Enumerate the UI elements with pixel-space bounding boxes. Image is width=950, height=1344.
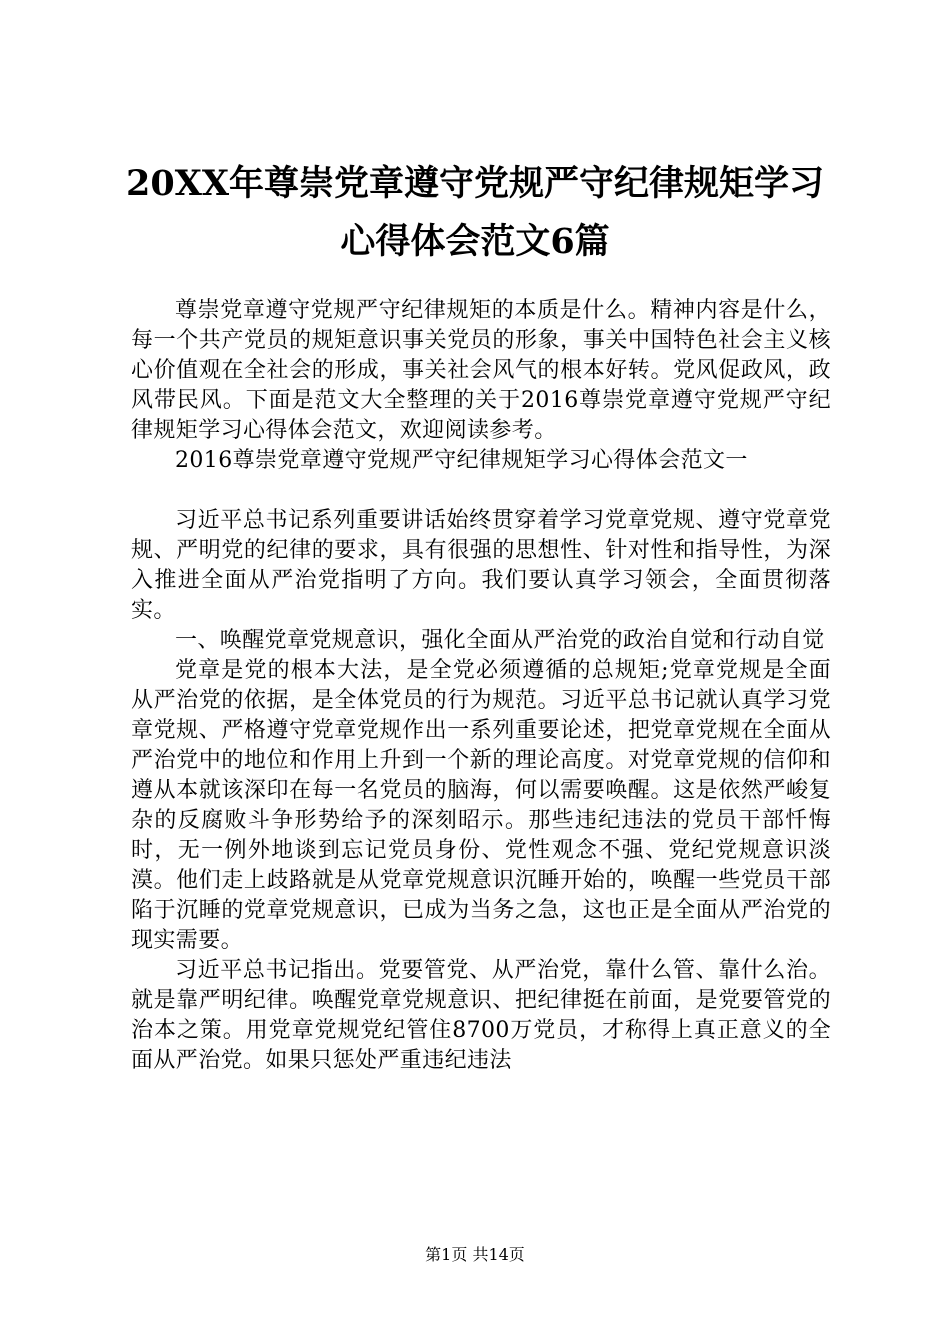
- page-number-footer: 第1页 共14页: [425, 1245, 525, 1264]
- body-paragraph: 习近平总书记指出。党要管党、从严治党，靠什么管、靠什么治。就是靠严明纪律。唤醒党章党规意识、把纪律挺在前面，是党要管党的治本之策。用党章党规党纪管住8700万党员，才称得上真正意义的全面从严治党。如果只惩处严重违纪违法: [131, 958, 831, 1073]
- section-heading: 2016尊崇党章遵守党规严守纪律规矩学习心得体会范文一: [175, 448, 748, 473]
- document-title-line-1: 20XX年尊崇党章遵守党规严守纪律规矩学习: [125, 163, 825, 204]
- document-body: [131, 296, 831, 1076]
- intro-paragraph: 尊崇党章遵守党规严守纪律规矩的本质是什么。精神内容是什么，每一个共产党员的规矩意识事关党员的形象，事关中国特色社会主义核心价值观在全社会的形成，事关社会风气的根本好转。党风促政风，政风带民风。下面是范文大全整理的关于2016尊崇党章遵守党规严守纪律规矩学习心得体会范文，欢迎阅读参考。: [131, 298, 831, 443]
- body-paragraph: 习近平总书记系列重要讲话始终贯穿着学习党章党规、遵守党章党规、严明党的纪律的要求，具有很强的思想性、针对性和指导性，为深入推进全面从严治党指明了方向。我们要认真学习领会，全面贯彻落实。: [131, 508, 831, 623]
- body-paragraph: 党章是党的根本大法，是全党必须遵循的总规矩;党章党规是全面从严治党的依据，是全体党员的行为规范。习近平总书记就认真学习党章党规、严格遵守党章党规作出一系列重要论述，把党章党规在全面从严治党中的地位和作用上升到一个新的理论高度。对党章党规的信仰和遵从本就该深印在每一名党员的脑海，何以需要唤醒。这是依然严峻复杂的反腐败斗争形势给予的深刻昭示。那些违纪违法的党员干部忏悔时，无一例外地谈到忘记党员身份、党性观念不强、党纪党规意识淡漠。他们走上歧路就是从党章党规意识沉睡开始的，唤醒一些党员干部陷于沉睡的党章党规意识，已成为当务之急，这也正是全面从严治党的现实需要。: [131, 658, 831, 953]
- document-title-line-2: 心得体会范文6篇: [340, 221, 610, 262]
- subsection-heading: 一、唤醒党章党规意识，强化全面从严治党的政治自觉和行动自觉: [175, 628, 825, 653]
- blank-line: [131, 476, 831, 506]
